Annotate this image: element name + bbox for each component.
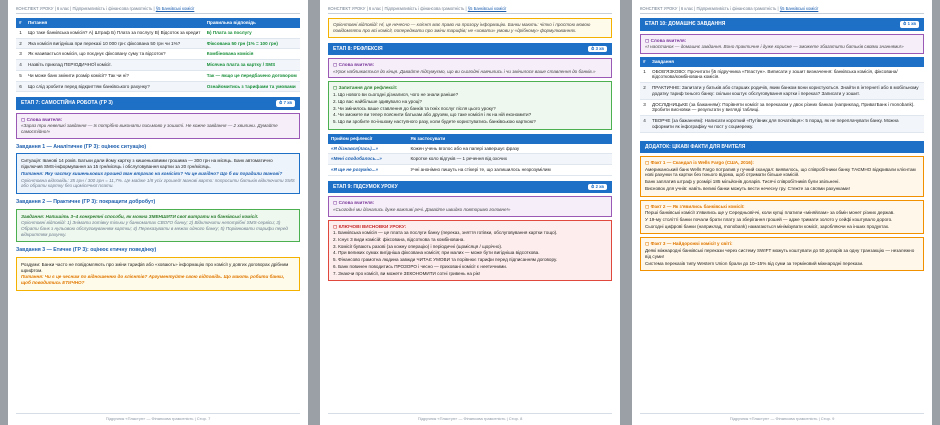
timer-badge: ⏱ 7 хв xyxy=(276,100,295,106)
table-row: 1 ОБОВ'ЯЗКОВО: Прочитати §5 підручника «Пластун». Виписати у зошит визначення: банківська комісія, фіксована/відсоткова/комбінована комісія. xyxy=(640,67,924,83)
reflection-techniques-table: Прийом рефлексії Як застосувати «Я дізнався(лась)...» Кожен учень вголос або на папері завершує фразу «Мені сподобалось...» Коротке коло відгуків — 1 речення від охочих «Я ще не розумію...» Учні анонімно пишуть на стікері те, що залишилось незрозумілим xyxy=(328,134,612,176)
stage-10-banner: ЕТАП 10: ДОМАШНЄ ЗАВДАННЯ ⏱ 1 хв xyxy=(640,18,924,30)
page-footer: Підручник «Пластун» — Фінансова грамотність | Стор. 9 xyxy=(640,413,924,421)
list-item: 1. Банківська комісія — це плата за послуги банку (переказ, зняття готівки, обслуговування картки тощо). xyxy=(333,230,558,236)
list-item: 2. Існує 3 види комісій: фіксована, відсоткова та комбінована. xyxy=(333,236,465,242)
table-row: 2 Яка комісія вигідніша при переказі 10 000 грн: фіксована 50 грн чи 1%? Фіксована 50 грн (1% = 100 грн) xyxy=(16,38,300,49)
appendix-banner: ДОДАТОК: ЦІКАВІ ФАКТИ ДЛЯ ВЧИТЕЛЯ xyxy=(640,141,924,153)
list-item: 4. Чи зможете ви тепер пояснити батькам або друзям, що таке комісія і як на ній економити? xyxy=(333,112,532,118)
homework-table: # Завдання 1 ОБОВ'ЯЗКОВО: Прочитати §5 підручника «Пластун». Виписати у зошит визначення: банківська комісія, фіксована/відсоткова/комбінована комісія. 2 ПРАКТИЧНЕ: Запитати у батьків або старших родичів, яким банком вони користуються. Знайти в інтернеті або в мобільному додатку тариф їхнього банку: скільки коштує обслуговування картки і переказ? Записати у зошит. 3 ДОСЛІДНИЦЬКЕ (за бажанням): Порівняти комісії за переказом у двох різних банках (наприклад, ПриватБанк і monobank). Зробити висновки — результати у вигляді таблиці. 4 ТВОРЧЕ (за бажанням): Написати короткий «Путівник для початківця»: 5 порад, як не переплачувати банку. Можна оформити як інфографіку чи пост у соцмережу. xyxy=(640,57,924,133)
key-conclusions-box: ▢ КЛЮЧОВІ ВИСНОВКИ УРОКУ: 1. Банківська комісія — це плата за послуги банку (переказ, зняття готівки, обслуговування картки тощо). 2. Існує 3 види комісій: фіксована, відсоткова та комбінована. 3. Комісії бувають разові (за кожну операцію) і періодичні (щомісяця / щорічно). 4. При великих сумах вигідніша фіксована комісія; при малих — може бути вигідніша відсоткова. 5. Фінансово грамотна людина завжди ЧИТАЄ УМОВИ та порівнює тарифи перед підписанням договору. 6. Банк повинен поводитись ПРОЗОРО і чесно — приховані комісії є неетичними. 7. Знаючи про комісії, ви можете ЗЕКОНОМИТИ сотні гривень на рік! xyxy=(328,220,612,282)
page-header: КОНСПЕКТ УРОКУ | 6 клас | Підприємливість і фінансова грамотність | §5 Банківські комісії xyxy=(16,6,300,14)
answer-box: Орієнтовні відповіді: Ні, це нечесно — клієнт має право на прозору інформацію. Банки мають: чітко і простою мовою повідомляти про всі комісії, попереджати про зміни тарифів; не «ховати» умови у «дрібному» формулюваннях. xyxy=(328,18,612,37)
list-item: 7. Знаючи про комісії, ви можете ЗЕКОНОМИТИ сотні гривень на рік! xyxy=(333,270,481,276)
list-item: 5. Фінансово грамотна людина завжди ЧИТАЄ УМОВИ та порівнює тарифи перед підписанням договору. xyxy=(333,257,558,263)
table-row: 5 Чи може банк змінити розмір комісії? Так чи ні? Так — якщо це передбачено договором xyxy=(16,70,300,81)
table-row: «Я ще не розумію...» Учні анонімно пишуть на стікері те, що залишилось незрозумілим xyxy=(328,165,612,176)
reflection-questions-box: ▢ Запитання для рефлексії: 1. Що нового ви сьогодні дізналися, чого не знали раніше? 2. Що вас найбільше здивувало на уроці? 3. Чи змінилось ваше ставлення до банків та їхніх послуг після цього уроку? 4. Чи зможете ви тепер пояснити батькам або друзям, що таке комісія і як на ній економити? 5. Що ви зробите по-іншому наступного разу, коли будете користуватись банківською карткою? xyxy=(328,81,612,129)
task-3-title: Завдання 3 — Етичне (ГР 3): оцінює етичну поведінку) xyxy=(16,247,157,254)
teacher-words-box: ▢ Слова вчителя: «Урок наближається до кінця. Давайте підсумуємо, що ви сьогодні навчились і чи змінилося ваше ставлення до банків.» xyxy=(328,58,612,78)
fact-1-box: ▢ Факт 1 — Скандал із Wells Fargo (США, 2016): Американський банк Wells Fargo потрапив у гучний скандал: виявилось, що співробітники банку ТАЄМНО відкривали клієнтам нові рахунки та картки без їхнього відома, щоб отримати більше комісій. Банк заплатив штраф у розмірі 185 мільйонів доларів. Тисячі співробітників були звільнені. Висновок для учнів: навіть великі банки можуть вести нечесну гру. Стежте за своїми рахунками! xyxy=(640,156,924,197)
task-1-title: Завдання 1 — Аналітичне (ГР 3): оцінює ситуацію) xyxy=(16,143,147,150)
task-1-box: Ситуація: Іванові 14 років. Батьки дали йому картку з кишеньковими грошима — 300 грн на місяць. Банк автоматично підключив SMS-інформування за 15 грн/місяць і обслуговування картки за 20 грн/місяць. Питання: Яку частку кишенькових грошей Іван втрачає на комісіях? Чи це вигідно? Що б ви порадили Іванові? Орієнтовна відповідь: 35 грн / 300 грн = 11,7%. Це майже 1/8 усіх грошей! Іванові варто: попросити батьків відключити SMS або обрати картку без щомісячної плати. xyxy=(16,153,300,194)
fact-3-box: ▢ Факт 3 — Найдорожчі комісії у світі: Деякі міжнародні банківські перекази через систему SWIFT можуть коштувати до 50 доларів за одну транзакцію — незалежно від суми! Система переказів типу Western Union брали до 10–15% від суми за терміновий міжнародні перекази. xyxy=(640,237,924,271)
fact-2-box: ▢ Факт 2 — Як з'явились банківські комісії: Перші банківські комісії з'явились ще у Середньовіччі, коли купці платили «міняйлам» за обмін монет різних держав. У 19-му столітті банки почали брати плату за зберігання грошей — адже тримати золото у сейфі коштувало дорого. Сьогодні цифрові банки (наприклад, monobank) намагаються мінімізувати комісії, заробляючи на інших продуктах. xyxy=(640,200,924,235)
page-header: КОНСПЕКТ УРОКУ | 6 клас | Підприємливість і фінансова грамотність | §5 Банківські комісії xyxy=(640,6,924,14)
list-item: 3. Комісії бувають разові (за кожну операцію) і періодичні (щомісяця / щорічно). xyxy=(333,243,503,249)
timer-badge: ⏱ 1 хв xyxy=(900,21,919,27)
page-7 xyxy=(8,0,308,425)
stage-8-banner: ЕТАП 8: РЕФЛЕКСІЯ ⏱ 3 хв xyxy=(328,43,612,55)
list-item: 1. Що нового ви сьогодні дізналися, чого не знали раніше? xyxy=(333,92,459,98)
quiz-table: # Питання Правильна відповідь 1 Що таке банківська комісія? А) Штраф Б) Плата за послугу В) Відсоток за кредит Б) Плата за послугу 2 Яка комісія вигідніша при переказі 10 000 грн: фіксована 50 грн чи 1%? Фіксована 50 грн (1% = 100 грн) 3 Як називається комісія, що поєднує фіксовану суму та відсоток? Комбінована комісія 4 Назвіть приклад ПЕРІОДИЧНОЇ комісії. Місячна плата за картку / SMS 5 Чи може банк змінити розмір комісії? Так чи ні? Так — якщо це передбачено договором 6 Що слід зробити перед відкриттям банківського рахунку? Ознайомитись з тарифами та умовами xyxy=(16,18,300,92)
list-item: 5. Що ви зробите по-іншому наступного разу, коли будете користуватись банківською карткою? xyxy=(333,119,536,125)
task-2-title: Завдання 2 — Практичне (ГР 3): покращити добробут) xyxy=(16,199,156,206)
stage-7-banner: ЕТАП 7: САМОСТІЙНА РОБОТА (ГР 3) ⏱ 7 хв xyxy=(16,97,300,109)
stage-9-banner: ЕТАП 9: ПІДСУМОК УРОКУ ⏱ 2 хв xyxy=(328,181,612,193)
teacher-words-box: ▢ Слова вчителя: «І наостанок — домашнє завдання. Воно практичне і дуже корисне — зможете збагатити батьків своїми знаннями!» xyxy=(640,34,924,54)
list-item: 6. Банк повинен поводитись ПРОЗОРО і чесно — приховані комісії є неетичними. xyxy=(333,263,508,269)
page-footer: Підручник «Пластун» — Фінансова грамотність | Стор. 7 xyxy=(16,413,300,421)
table-row: 4 Назвіть приклад ПЕРІОДИЧНОЇ комісії. Місячна плата за картку / SMS xyxy=(16,60,300,71)
page-header: КОНСПЕКТ УРОКУ | 6 клас | Підприємливість і фінансова грамотність | §5 Банківські комісії xyxy=(328,6,612,14)
list-item: 3. Чи змінилось ваше ставлення до банків та їхніх послуг після цього уроку? xyxy=(333,105,496,111)
page-8 xyxy=(320,0,620,425)
timer-badge: ⏱ 2 хв xyxy=(588,184,607,190)
task-2-box: Завдання: Напишіть 3–4 конкретні способи, як можна ЗМЕНШИТИ свої витрати на банківські комісії. Орієнтовні відповіді: 1) Знімати готівку тільки у банкоматах СВОГО банку; 2) Відключити непотрібні SMS-сервіси; 3) Обрати банк з нульовою обслуговуванням картки; 4) Переказувати в межах одного банку; 5) Порівнювати тарифи перед відкриттям рахунку. xyxy=(16,209,300,243)
table-row: «Я дізнався(лась)...» Кожен учень вголос або на папері завершує фразу xyxy=(328,144,612,154)
table-row: 6 Що слід зробити перед відкриттям банківського рахунку? Ознайомитись з тарифами та умовами xyxy=(16,81,300,92)
table-row: 3 ДОСЛІДНИЦЬКЕ (за бажанням): Порівняти комісії за переказом у двох різних банках (наприклад, ПриватБанк і monobank). Зробити висновки — результати у вигляді таблиці. xyxy=(640,99,924,115)
table-row: 1 Що таке банківська комісія? А) Штраф Б) Плата за послугу В) Відсоток за кредит Б) Плата за послугу xyxy=(16,28,300,38)
table-row: 4 ТВОРЧЕ (за бажанням): Написати короткий «Путівник для початківця»: 5 порад, як не переплачувати банку. Можна оформити як інфографіку чи пост у соцмережу. xyxy=(640,116,924,132)
table-row: 2 ПРАКТИЧНЕ: Запитати у батьків або старших родичів, яким банком вони користуються. Знайти в інтернеті або в мобільному додатку тариф їхнього банку: скільки коштує обслуговування картки і переказ? Записати у зошит. xyxy=(640,83,924,99)
table-row: «Мені сподобалось...» Коротке коло відгуків — 1 речення від охочих xyxy=(328,154,612,165)
page-footer: Підручник «Пластун» — Фінансова грамотність | Стор. 8 xyxy=(328,413,612,421)
teacher-words-box: ▢ Слова вчителя: «Сьогодні ми дізнались дуже важливі речі. Давайте швидко повторимо головне!» xyxy=(328,196,612,216)
list-item: 4. При великих сумах вигідніша фіксована комісія; при малих — може бути вигідніша відсоткова. xyxy=(333,250,540,256)
task-3-box: Роздуми: Банки часто не повідомляють про зміни тарифів або «ховають» інформацію про комісії у довгих договорах дрібним шрифтом. Питання: Чи є це чесним по відношенню до клієнтів? Аргументуйте свою відповідь. Що мають робити банки, щоб поводитись ЕТИЧНО? xyxy=(16,257,300,291)
teacher-words-box: ▢ Слова вчителя: «Зараз три невеликі завдання — їх потрібно виконати письмово у зошиті. Не кожне завдання — 2 хвилини. Думайте самостійно!» xyxy=(16,113,300,139)
page-9 xyxy=(632,0,932,425)
timer-badge: ⏱ 3 хв xyxy=(588,46,607,52)
table-row: 3 Як називається комісія, що поєднує фіксовану суму та відсоток? Комбінована комісія xyxy=(16,49,300,60)
list-item: 2. Що вас найбільше здивувало на уроці? xyxy=(333,98,422,104)
